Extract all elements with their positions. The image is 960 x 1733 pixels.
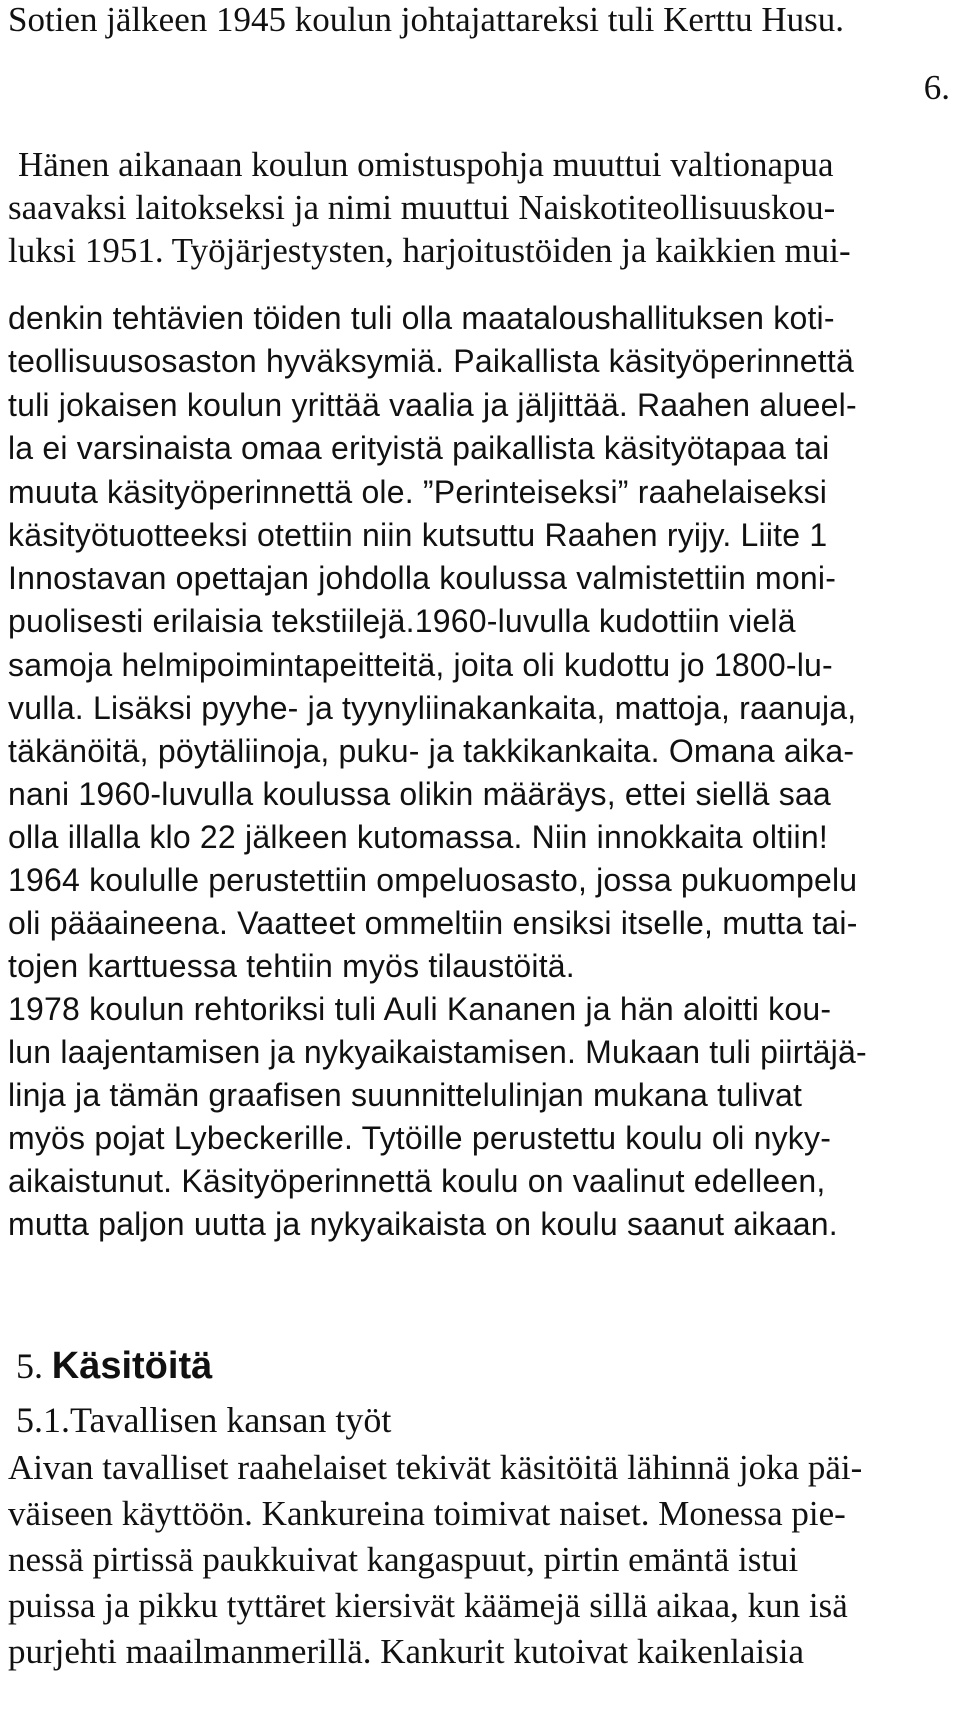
text-line: 1978 koulun rehtoriksi tuli Auli Kananen ja hän aloitti kou- (8, 991, 832, 1027)
subsection-title: Tavallisen kansan työt (70, 1400, 392, 1440)
text-line: täkänöitä, pöytäliinoja, puku- ja takkikankaita. Omana aika- (8, 733, 855, 769)
text-line: oli pääaineena. Vaatteet ommeltiin ensiksi itselle, mutta tai- (8, 905, 858, 941)
text-line: puolisesti erilaisia tekstiilejä.1960-luvulla kudottiin vielä (8, 603, 796, 639)
text-line: samoja helmipoimintapeitteitä, joita oli kudottu jo 1800-lu- (8, 647, 833, 683)
intro-line: Sotien jälkeen 1945 koulun johtajattareksi tuli Kerttu Husu. (8, 0, 844, 39)
text-line: lun laajentamisen ja nykyaikaistamisen. Mukaan tuli piirtäjä- (8, 1034, 867, 1070)
text-line: luksi 1951. Työjärjestysten, harjoitustöiden ja kaikkien mui- (8, 231, 851, 270)
text-line: teollisuusosaston hyväksymiä. Paikallista käsityöperinnettä (8, 343, 854, 379)
text-line: väiseen käyttöön. Kankureina toimivat naiset. Monessa pie- (8, 1494, 846, 1533)
section-title: Käsitöitä (51, 1345, 213, 1387)
text-line: myös pojat Lybeckerille. Tytöille perustettu koulu oli nyky- (8, 1120, 832, 1156)
text-line: nessä pirtissä paukkuivat kangaspuut, pirtin emäntä istui (8, 1540, 799, 1579)
page-number: 6. (923, 68, 950, 107)
text-line: vulla. Lisäksi pyyhe- ja tyynyliinakankaita, mattoja, raanuja, (8, 690, 857, 726)
section-heading (16, 1346, 212, 1387)
text-line: linja ja tämän graafisen suunnittelulinjan mukana tulivat (8, 1077, 803, 1113)
section-number: 5. (16, 1346, 43, 1386)
text-line: Aivan tavalliset raahelaiset tekivät käsitöitä lähinnä joka päi- (8, 1448, 863, 1487)
subsection-number: 5.1. (16, 1400, 70, 1440)
text-line: purjehti maailmanmerillä. Kankurit kutoivat kaikenlaisia (8, 1632, 805, 1671)
text-line: nani 1960-luvulla koulussa olikin määräys, ettei siellä saa (8, 776, 831, 812)
text-line: saavaksi laitokseksi ja nimi muuttui Naiskotiteollisuuskou- (8, 188, 836, 227)
text-line: tuli jokaisen koulun yrittää vaalia ja jäljittää. Raahen alueel- (8, 387, 857, 423)
text-line: Hänen aikanaan koulun omistuspohja muuttui valtionapua (18, 145, 834, 184)
text-line: aikaistunut. Käsityöperinnettä koulu on vaalinut edelleen, (8, 1163, 826, 1199)
text-line: tojen karttuessa tehtiin myös tilaustöitä. (8, 948, 575, 984)
text-line: muuta käsityöperinnettä ole. ”Perinteiseksi” raahelaiseksi (8, 474, 828, 510)
text-line: denkin tehtävien töiden tuli olla maataloushallituksen koti- (8, 300, 835, 336)
text-line: 1964 koululle perustettiin ompeluosasto, jossa pukuompelu (8, 862, 858, 898)
text-line: olla illalla klo 22 jälkeen kutomassa. Niin innokkaita oltiin! (8, 819, 828, 855)
text-line: puissa ja pikku tyttäret kiersivät käämejä sillä aikaa, kun isä (8, 1586, 848, 1625)
subsection-heading (16, 1400, 391, 1441)
text-line: Innostavan opettajan johdolla koulussa valmistettiin moni- (8, 560, 837, 596)
text-line: mutta paljon uutta ja nykyaikaista on koulu saanut aikaan. (8, 1206, 838, 1242)
text-line: käsityötuotteeksi otettiin niin kutsuttu Raahen ryijy. Liite 1 (8, 517, 828, 553)
text-line: la ei varsinaista omaa erityistä paikallista käsityötapaa tai (8, 430, 830, 466)
